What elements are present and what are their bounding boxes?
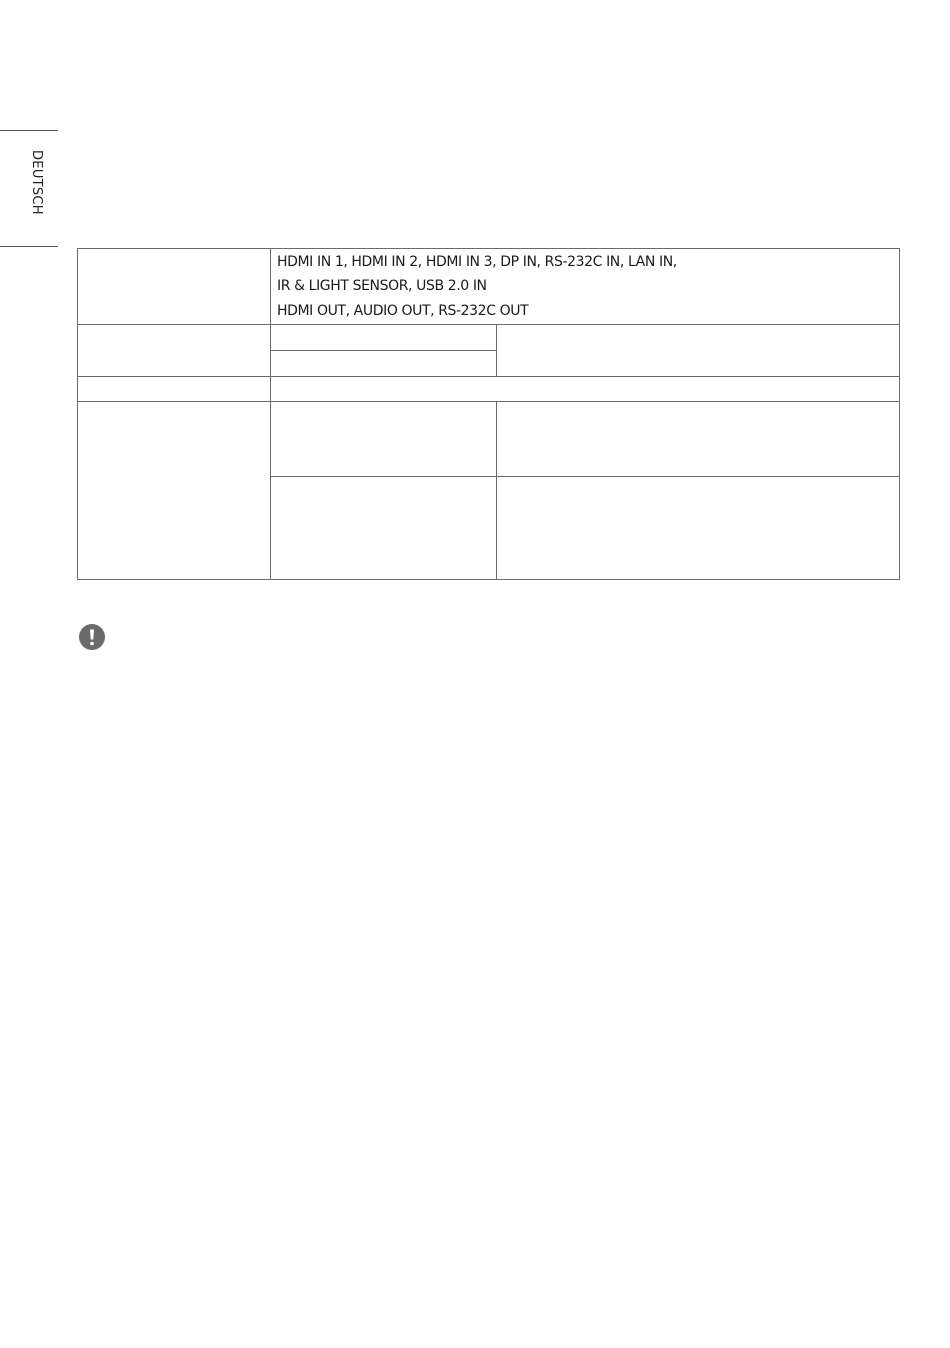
sidebar-divider-top <box>0 130 58 131</box>
spec-table <box>77 248 900 580</box>
table-cell-row4-label <box>78 402 271 580</box>
table-row-2a <box>78 325 900 351</box>
table-row-connectors <box>78 249 900 325</box>
table-row-4a <box>78 402 900 477</box>
table-cell-row4a-sub <box>271 402 497 477</box>
table-cell-row2-label <box>78 325 271 377</box>
table-cell-row2-value <box>497 325 900 377</box>
table-cell-row4a-value <box>497 402 900 477</box>
table-cell-row2a-sub <box>271 325 497 351</box>
table-cell-row2b-sub <box>271 351 497 377</box>
input-connectors-line-1: HDMI IN 1, HDMI IN 2, HDMI IN 3, DP IN, RS-232C IN, LAN IN, <box>277 254 677 270</box>
table-row-3 <box>78 377 900 402</box>
input-connectors-line-2: IR & LIGHT SENSOR, USB 2.0 IN <box>277 278 487 294</box>
table-cell-row4b-sub <box>271 477 497 580</box>
table-cell-row3-value <box>271 377 900 402</box>
table-cell-row4b-value <box>497 477 900 580</box>
sidebar-divider-bottom <box>0 246 58 247</box>
exclamation-icon <box>79 624 105 650</box>
table-cell-connectors-value <box>271 249 900 325</box>
table-cell-connectors-label <box>78 249 271 325</box>
output-connectors-line: HDMI OUT, AUDIO OUT, RS-232C OUT <box>277 303 529 319</box>
table-cell-row3-label <box>78 377 271 402</box>
language-tab: DEUTSCH <box>29 150 44 215</box>
